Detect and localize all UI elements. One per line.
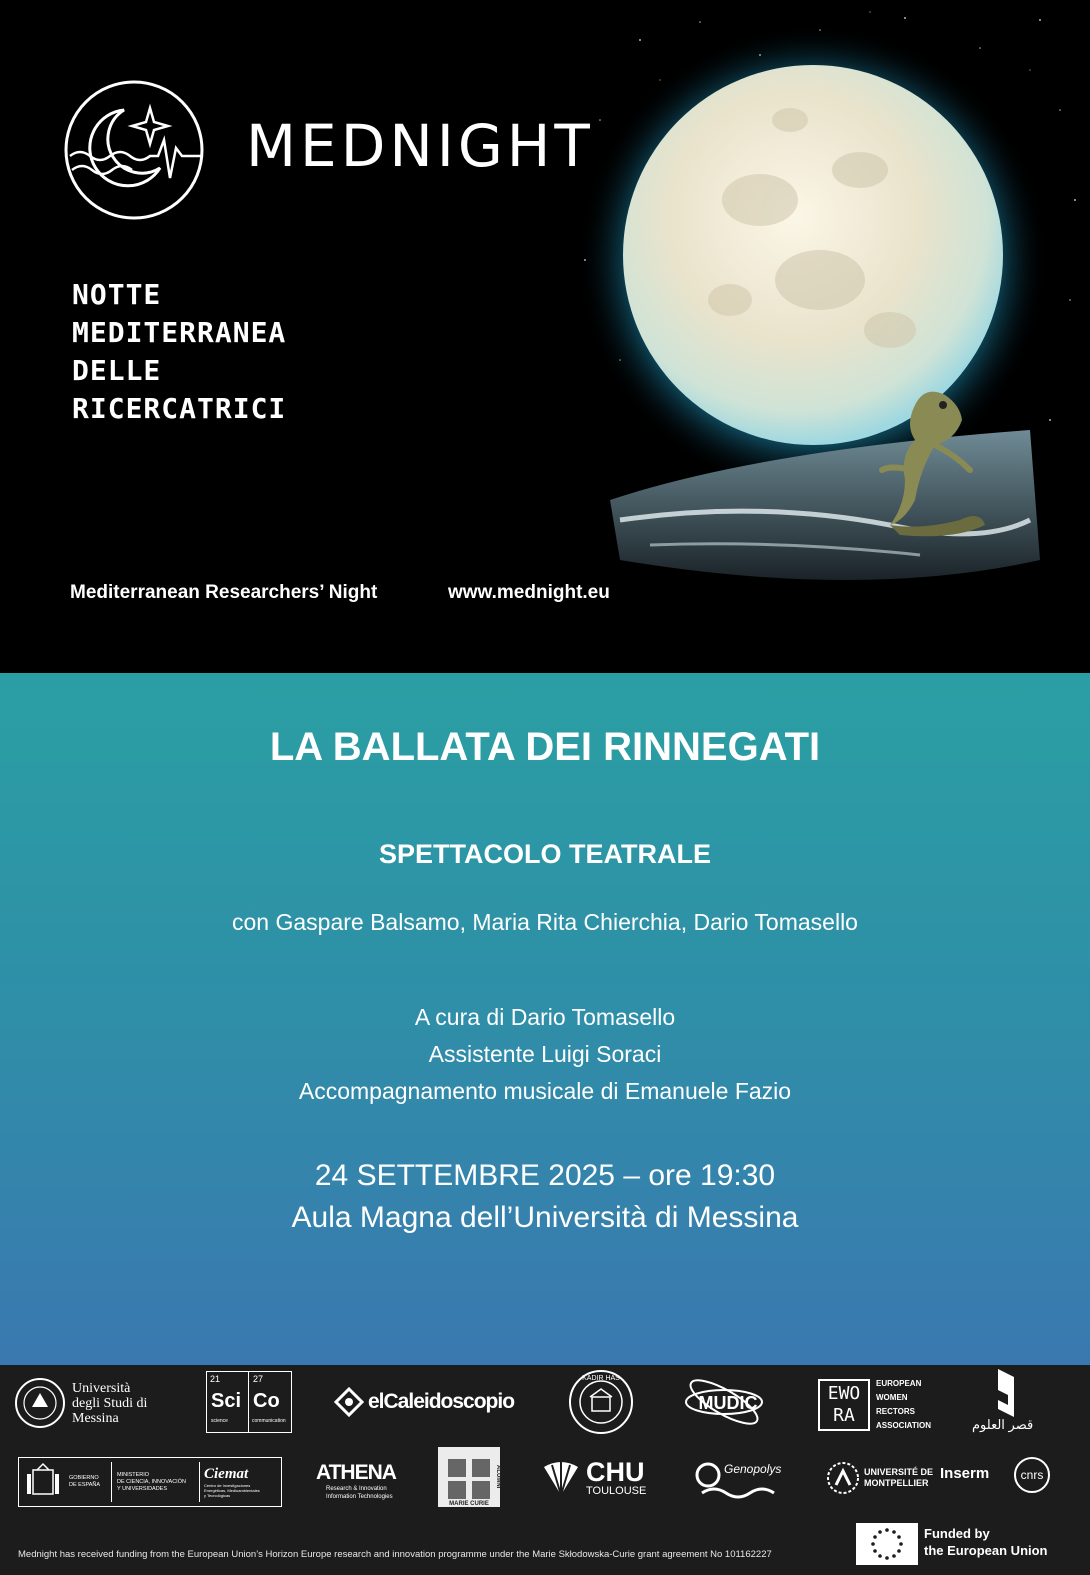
ciemat-sub-line: y Tecnológicas bbox=[204, 1493, 231, 1498]
funding-disclaimer: Mednight has received funding from the European Union’s Horizon Europe research and innovation programme under the Marie Skłodowska-Curie grant agreement No 101162227 bbox=[18, 1549, 772, 1560]
logo-genopolys bbox=[694, 1457, 788, 1501]
genopolys-text: Genopolys bbox=[724, 1462, 782, 1476]
montpellier-seal-icon bbox=[826, 1461, 860, 1495]
kadir-has-seal-icon bbox=[568, 1369, 634, 1435]
gobierno-line: DE ESPAÑA bbox=[69, 1482, 101, 1488]
logo-scico bbox=[206, 1371, 292, 1433]
ewora-text-line: ASSOCIATION bbox=[876, 1421, 931, 1430]
event-date-venue bbox=[0, 1155, 1090, 1239]
unime-text-line: Università bbox=[72, 1380, 131, 1396]
credit-line: A cura di Dario Tomasello bbox=[414, 1004, 676, 1030]
eu-funded-line: the European Union bbox=[924, 1543, 1048, 1558]
marie-curie-portraits-icon bbox=[444, 1457, 494, 1501]
logo-inserm: Inserm bbox=[940, 1465, 990, 1482]
eu-funded-line: Funded by bbox=[924, 1526, 990, 1541]
athena-sub-line: Research & Innovation bbox=[326, 1486, 387, 1492]
ciemat-text: Ciemat bbox=[204, 1466, 249, 1482]
event-title: LA BALLATA DEI RINNEGATI bbox=[269, 725, 821, 769]
ciemat-sub-line: Centro de Investigaciones bbox=[204, 1483, 251, 1488]
ciemat-sub-line: Energéticas, Medioambientales bbox=[204, 1488, 260, 1493]
subtitle-line: MEDITERRANEA bbox=[72, 316, 287, 349]
scico-sci-sub: science bbox=[211, 1418, 228, 1424]
eu-flag-icon bbox=[856, 1523, 918, 1565]
athena-text: ATHENA bbox=[316, 1461, 396, 1484]
credit-line: Assistente Luigi Soraci bbox=[428, 1041, 662, 1067]
logo-kadir-has bbox=[568, 1369, 634, 1435]
partners-footer bbox=[0, 1365, 1090, 1575]
scico-sci: Sci bbox=[211, 1390, 242, 1412]
chu-sub-text: TOULOUSE bbox=[586, 1485, 647, 1497]
credit-line: Accompagnamento musicale di Emanuele Fazio bbox=[298, 1078, 792, 1104]
ewora-text-line: EUROPEAN bbox=[876, 1379, 922, 1388]
logo-elcaleidoscopio bbox=[334, 1387, 514, 1417]
event-details bbox=[0, 673, 1090, 1365]
mednight-logo-icon bbox=[62, 78, 206, 222]
event-venue: Aula Magna dell’Università di Messina bbox=[291, 1201, 799, 1234]
moon-gecko-illustration bbox=[560, 0, 1090, 620]
athena-sub-line: Information Technologies bbox=[326, 1494, 393, 1500]
mudic-atom-icon bbox=[684, 1379, 770, 1425]
ewora-text-line: WOMEN bbox=[876, 1393, 908, 1402]
ewora-mark-line: RA bbox=[833, 1405, 855, 1426]
logo-unime bbox=[14, 1377, 147, 1429]
ewora-mark-line: EWO bbox=[827, 1383, 861, 1404]
marie-curie-text: MARIE CURIE bbox=[449, 1501, 489, 1507]
qasr-al-uloom-icon bbox=[978, 1365, 1028, 1423]
logo-mudic bbox=[684, 1379, 770, 1425]
marie-curie-alumni-text: ALUMNI bbox=[495, 1465, 501, 1489]
logo-qasr-al-uloom bbox=[972, 1365, 1033, 1433]
logo-chu-toulouse bbox=[540, 1459, 646, 1497]
subtitle-line: RICERCATRICI bbox=[72, 392, 287, 425]
event-credits bbox=[0, 999, 1090, 1110]
ewora-text-line: RECTORS bbox=[876, 1407, 915, 1416]
montpellier-line: MONTPELLIER bbox=[864, 1478, 929, 1488]
kadir-has-text: KADIR HAS bbox=[582, 1375, 620, 1382]
header-banner bbox=[0, 0, 1090, 673]
logo-cnrs: cnrs bbox=[1014, 1457, 1050, 1493]
website-link[interactable]: www.mednight.eu bbox=[448, 582, 610, 603]
unime-text-line: degli Studi di bbox=[72, 1395, 148, 1411]
scico-number: 21 bbox=[210, 1374, 221, 1384]
logo-ewora bbox=[818, 1377, 931, 1433]
tagline: Mediterranean Researchers’ Night bbox=[70, 582, 378, 603]
event-genre: SPETTACOLO TEATRALE bbox=[379, 839, 711, 869]
logo-athena bbox=[316, 1461, 396, 1501]
ministerio-line: DE CIENCIA, INNOVACIÓN bbox=[117, 1478, 186, 1485]
genopolys-mark-icon bbox=[694, 1457, 788, 1501]
ministerio-line: Y UNIVERSIDADES bbox=[117, 1485, 168, 1492]
eu-funded-label bbox=[924, 1525, 1048, 1559]
unime-seal-icon bbox=[14, 1377, 66, 1429]
event-cast: con Gaspare Balsamo, Maria Rita Chierchia, Dario Tomasello bbox=[232, 909, 858, 935]
subtitle-line: NOTTE bbox=[72, 278, 162, 311]
montpellier-line: UNIVERSITÉ DE bbox=[864, 1467, 934, 1477]
caleidoscopio-icon bbox=[334, 1387, 364, 1417]
gobierno-line: GOBIERNO bbox=[69, 1475, 99, 1481]
spain-coat-of-arms-icon bbox=[23, 1462, 63, 1502]
logo-universite-montpellier bbox=[826, 1461, 933, 1495]
caleidoscopio-text: elCaleidoscopio bbox=[368, 1390, 515, 1413]
mudic-text: MUDIC bbox=[698, 1393, 758, 1413]
chu-text: CHU bbox=[586, 1457, 645, 1487]
event-date: 24 SETTEMBRE 2025 – ore 19:30 bbox=[314, 1159, 776, 1192]
brand-name: MEDNIGHT bbox=[246, 112, 594, 180]
ministerio-line: MINISTERIO bbox=[117, 1471, 150, 1478]
scico-co: Co bbox=[253, 1390, 280, 1412]
qasr-text: قصر العلوم bbox=[972, 1417, 1034, 1432]
scico-co-sub: communication bbox=[252, 1418, 286, 1424]
unime-text-line: Messina bbox=[72, 1410, 119, 1426]
scico-number: 27 bbox=[253, 1374, 264, 1384]
subtitle-line: DELLE bbox=[72, 354, 162, 387]
logo-gobierno-ciemat bbox=[18, 1457, 282, 1507]
event-series-subtitle bbox=[72, 276, 286, 428]
logo-marie-curie-alumni bbox=[438, 1447, 500, 1507]
shell-icon bbox=[540, 1459, 582, 1497]
